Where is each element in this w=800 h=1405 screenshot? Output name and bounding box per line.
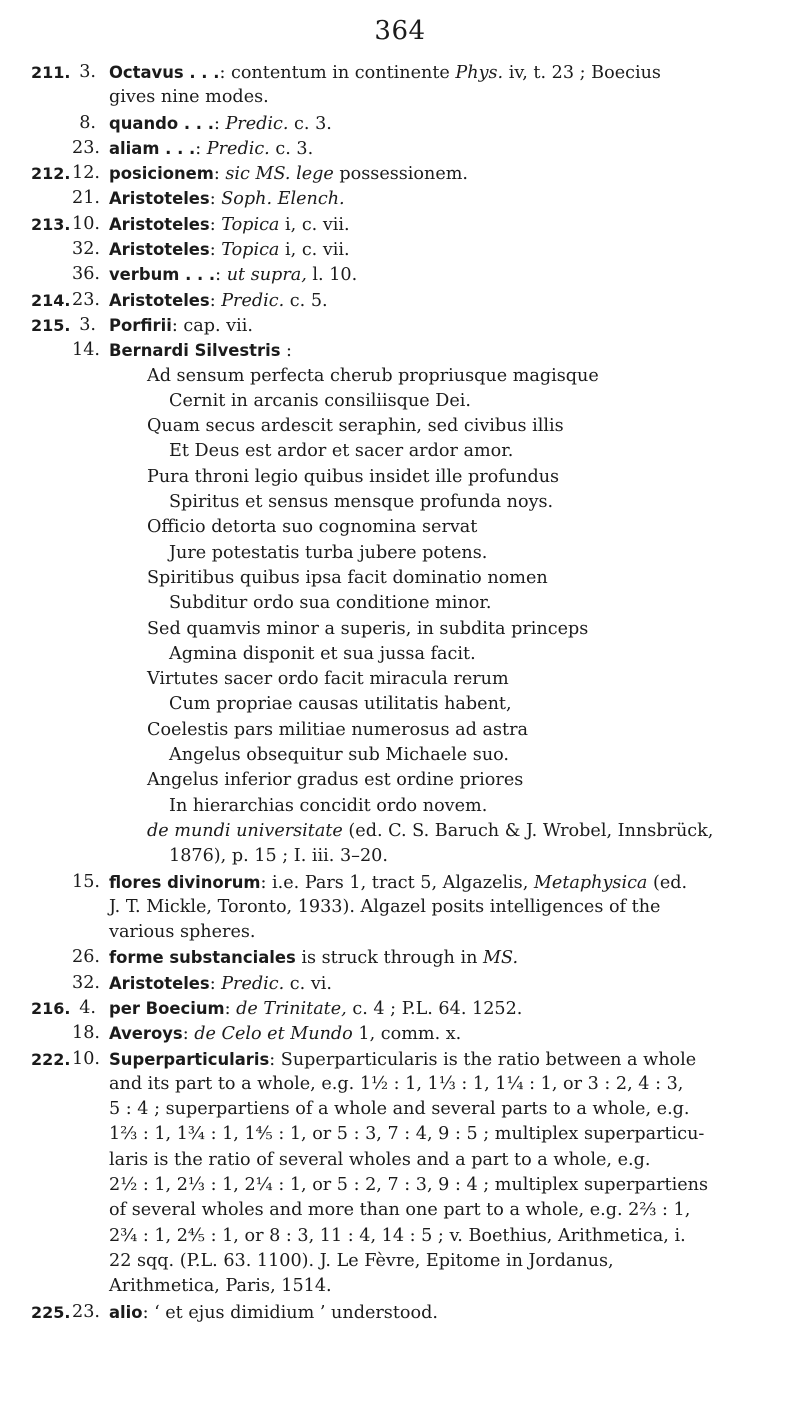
lemma: flores divinorum — [109, 872, 261, 892]
line-ref: 21. — [72, 188, 100, 209]
italic-reference: Topica — [221, 240, 280, 261]
note-tail: c. vi. — [284, 973, 333, 994]
note-tail: c. 3. — [269, 138, 314, 159]
verse-line — [0, 718, 800, 743]
page-ref: 222. — [31, 1049, 71, 1069]
italic-reference: de Celo et Mundo — [194, 1024, 353, 1045]
note-text: of several wholes and more than one part to a whole, e.g. 2⅔ : 1, — [109, 1200, 691, 1221]
citation-details: 1876), p. 15 ; I. iii. 3–20. — [169, 846, 388, 867]
verse-text: Pura throni legio quibus insidet ille profundus — [147, 466, 560, 487]
note-entry — [0, 1047, 800, 1072]
note-text — [109, 1047, 696, 1073]
note-continuation — [0, 85, 800, 110]
italic-reference: ut supra, — [226, 265, 307, 286]
italic-reference: Soph. Elench. — [221, 189, 345, 210]
note-tail: i, c. vii. — [279, 240, 350, 261]
note-text: laris is the ratio of several wholes and a part to a whole, e.g. — [109, 1149, 651, 1170]
note-body: : — [280, 341, 292, 362]
note-continuation — [0, 1224, 800, 1249]
note-entry — [0, 212, 800, 237]
verse-line — [0, 566, 800, 591]
page-number: 364 — [374, 16, 426, 46]
note-text: 22 sqq. (P.L. 63. 1100). J. Le Fèvre, Epitome in Jordanus, — [109, 1250, 614, 1271]
note-body: : contentum in continente — [219, 63, 456, 83]
note-tail: i, c. vii. — [279, 214, 350, 235]
note-text — [109, 262, 357, 288]
lemma: Averoys — [109, 1024, 183, 1044]
note-text — [109, 237, 350, 263]
italic-reference: de Trinitate, — [236, 998, 347, 1019]
lemma: Bernardi Silvestris — [109, 341, 281, 361]
line-ref: 23. — [72, 289, 100, 310]
note-body: : — [209, 973, 222, 994]
citation-details: (ed. C. S. Baruch & J. Wrobel, Innsbrück, — [342, 820, 714, 841]
verse-line — [0, 667, 800, 692]
note-text — [109, 971, 332, 997]
italic-reference: Predic. — [225, 113, 289, 134]
verse-text: Angelus inferior gradus est ordine priores — [147, 770, 524, 791]
note-tail: c. 4 ; P.L. 64. 1252. — [346, 998, 523, 1019]
verse-text: Subditur ordo sua conditione minor. — [169, 593, 492, 614]
note-entry — [0, 996, 800, 1021]
note-body: : ‘ et ejus dimidium ’ understood. — [142, 1302, 438, 1323]
verse-line — [0, 389, 800, 414]
note-tail: possessionem. — [333, 164, 469, 185]
verse-line — [0, 617, 800, 642]
note-body: : cap. vii. — [171, 315, 253, 336]
lemma: quando . . . — [109, 113, 214, 133]
note-text — [109, 870, 687, 896]
note-continuation — [0, 1148, 800, 1173]
page-ref: 215. — [31, 315, 71, 335]
verse-text: Quam secus ardescit seraphin, sed civibus illis — [147, 416, 564, 437]
note-body: : — [209, 214, 222, 235]
verse-line — [0, 692, 800, 717]
line-ref: 8. — [79, 112, 96, 133]
note-entry — [0, 1021, 800, 1046]
note-entry — [0, 262, 800, 287]
note-continuation — [0, 1274, 800, 1299]
note-continuation — [0, 1173, 800, 1198]
line-ref: 23. — [72, 1301, 100, 1322]
note-continuation — [0, 1249, 800, 1274]
citation-title: de mundi universitate — [147, 820, 343, 841]
verse-text: Sed quamvis minor a superis, in subdita princeps — [147, 618, 589, 639]
note-continuation — [0, 1072, 800, 1097]
verse-text: In hierarchias concidit ordo novem. — [169, 795, 488, 816]
verse-line — [0, 642, 800, 667]
lemma: Aristoteles — [109, 214, 210, 234]
citation-line — [0, 844, 800, 869]
note-entry — [0, 1300, 800, 1325]
note-text — [109, 338, 292, 364]
verse-text: Virtutes sacer ordo facit miracula rerum — [147, 669, 509, 690]
note-text — [109, 136, 313, 162]
lemma: Porfirii — [109, 315, 172, 335]
note-entry — [0, 60, 800, 85]
line-ref: 36. — [72, 264, 100, 285]
note-tail: (ed. — [647, 872, 688, 893]
italic-reference: sic MS. lege — [225, 164, 334, 185]
lemma: Superparticularis — [109, 1049, 270, 1069]
note-body: : i.e. Pars 1, tract 5, Algazelis, — [260, 872, 534, 893]
note-text — [109, 1300, 438, 1326]
note-entry — [0, 111, 800, 136]
note-entry — [0, 313, 800, 338]
note-entry — [0, 161, 800, 186]
lemma: verbum . . . — [109, 265, 216, 285]
line-ref: 3. — [79, 62, 96, 82]
verse-line — [0, 743, 800, 768]
note-entry — [0, 971, 800, 996]
verse-line — [0, 490, 800, 515]
note-text: Arithmetica, Paris, 1514. — [109, 1276, 332, 1297]
note-text: 5 : 4 ; superpartiens of a whole and several parts to a whole, e.g. — [109, 1099, 690, 1120]
note-body: : — [213, 113, 226, 134]
line-ref: 32. — [72, 239, 100, 260]
italic-reference: Predic. — [206, 138, 270, 159]
verse-line — [0, 439, 800, 464]
note-tail: c. 5. — [284, 290, 328, 311]
note-text — [109, 111, 332, 137]
note-continuation — [0, 1097, 800, 1122]
note-tail: 1, comm. x. — [352, 1024, 462, 1045]
note-tail: iv, t. 23 ; Boecius — [503, 63, 661, 83]
verse-text: Agmina disponit et sua jussa facit. — [169, 643, 476, 664]
line-ref: 3. — [79, 314, 96, 335]
lemma: Octavus . . . — [109, 63, 220, 82]
line-ref: 10. — [72, 1048, 100, 1069]
verse-line — [0, 465, 800, 490]
note-entry — [0, 945, 800, 970]
note-continuation — [0, 1122, 800, 1147]
verse-text: Spiritibus quibus ipsa facit dominatio nomen — [147, 567, 548, 588]
verse-line — [0, 515, 800, 540]
verse-text: Officio detorta suo cognomina servat — [147, 517, 478, 538]
note-text: J. T. Mickle, Toronto, 1933). Algazel posits intelligences of the — [109, 896, 661, 917]
note-entry — [0, 237, 800, 262]
verse-text: Jure potestatis turba jubere potens. — [169, 542, 488, 563]
note-body: : — [213, 164, 226, 185]
note-entry — [0, 136, 800, 161]
note-continuation — [0, 1198, 800, 1223]
lemma: Aristoteles — [109, 189, 210, 209]
lemma: aliam . . . — [109, 138, 196, 158]
note-text: 2¾ : 1, 2⅘ : 1, or 8 : 3, 11 : 4, 14 : 5 ; v. Boethius, Arithmetica, i. — [109, 1225, 686, 1246]
line-ref: 32. — [72, 972, 100, 993]
note-text: and its part to a whole, e.g. 1½ : 1, 1⅓ : 1, 1¼ : 1, or 3 : 2, 4 : 3, — [109, 1073, 684, 1094]
note-entry — [0, 870, 800, 895]
note-text — [109, 186, 345, 212]
italic-reference: MS. — [483, 948, 519, 969]
notes-list — [0, 60, 800, 1325]
verse-text: Cum propriae causas utilitatis habent, — [169, 694, 512, 715]
note-text — [109, 313, 253, 339]
note-body: : — [215, 265, 227, 286]
line-ref: 23. — [72, 137, 100, 158]
page-ref: 212. — [31, 164, 71, 184]
line-ref: 12. — [72, 163, 100, 184]
verse-text: Ad sensum perfecta cherub propriusque magisque — [147, 365, 599, 386]
note-text — [109, 996, 522, 1022]
lemma: per Boecium — [109, 998, 225, 1018]
verse-line — [0, 591, 800, 616]
verse-text: Cernit in arcanis consiliisque Dei. — [169, 390, 471, 411]
note-text — [109, 161, 468, 187]
verse-text: Coelestis pars militiae numerosus ad astra — [147, 719, 528, 740]
italic-reference: Predic. — [221, 290, 285, 311]
citation-line — [0, 819, 800, 844]
italic-reference: Phys. — [455, 63, 504, 83]
lemma: Aristoteles — [109, 290, 210, 310]
note-text: 1⅔ : 1, 1¾ : 1, 1⅘ : 1, or 5 : 3, 7 : 4, 9 : 5 ; multiplex superparticu- — [109, 1124, 705, 1145]
note-body: : — [209, 189, 222, 210]
verse-text: Spiritus et sensus mensque profunda noys. — [169, 492, 554, 513]
note-body: : — [224, 998, 237, 1019]
verse-line — [0, 768, 800, 793]
line-ref: 10. — [72, 213, 100, 234]
lemma: alio — [109, 1302, 143, 1322]
note-entry — [0, 338, 800, 363]
page-ref: 211. — [31, 63, 71, 82]
line-ref: 14. — [72, 340, 100, 361]
note-entry — [0, 186, 800, 211]
lemma: posicionem — [109, 164, 214, 184]
citation-text — [147, 819, 713, 844]
italic-reference: Metaphysica — [533, 872, 648, 893]
note-tail: c. 3. — [288, 113, 332, 134]
note-entry — [0, 288, 800, 313]
verse-line — [0, 364, 800, 389]
note-body: : — [209, 290, 222, 311]
note-continuation — [0, 895, 800, 920]
note-text — [109, 945, 518, 971]
line-ref: 15. — [72, 871, 100, 892]
page-ref: 225. — [31, 1302, 71, 1322]
verse-text: Angelus obsequitur sub Michaele suo. — [169, 745, 510, 766]
line-ref: 26. — [72, 947, 100, 968]
note-text: gives nine modes. — [109, 87, 269, 108]
note-text: 2½ : 1, 2⅓ : 1, 2¼ : 1, or 5 : 2, 7 : 3, 9 : 4 ; multiplex superpartiens — [109, 1175, 709, 1196]
verse-line — [0, 541, 800, 566]
note-body: : Superparticularis is the ratio between a whole — [269, 1049, 697, 1070]
lemma: forme substanciales — [109, 948, 296, 968]
note-body: is struck through in — [295, 948, 484, 969]
verse-text: Et Deus est ardor et sacer ardor amor. — [169, 441, 514, 462]
page-ref: 214. — [31, 290, 71, 310]
line-ref: 18. — [72, 1023, 100, 1044]
note-body: : — [195, 138, 207, 159]
note-text — [109, 60, 661, 86]
italic-reference: Topica — [221, 214, 280, 235]
note-text — [109, 288, 328, 314]
lemma: Aristoteles — [109, 973, 210, 993]
verse-line — [0, 794, 800, 819]
note-text: various spheres. — [109, 922, 256, 943]
note-text — [109, 212, 350, 238]
line-ref: 4. — [79, 997, 96, 1018]
note-body: : — [209, 240, 222, 261]
page-ref: 216. — [31, 998, 71, 1018]
note-text — [109, 1021, 461, 1047]
italic-reference: Predic. — [221, 973, 285, 994]
note-body: : — [182, 1024, 195, 1045]
verse-line — [0, 414, 800, 439]
page-ref: 213. — [31, 214, 71, 234]
lemma: Aristoteles — [109, 240, 210, 260]
note-tail: l. 10. — [306, 265, 358, 286]
note-continuation — [0, 920, 800, 945]
